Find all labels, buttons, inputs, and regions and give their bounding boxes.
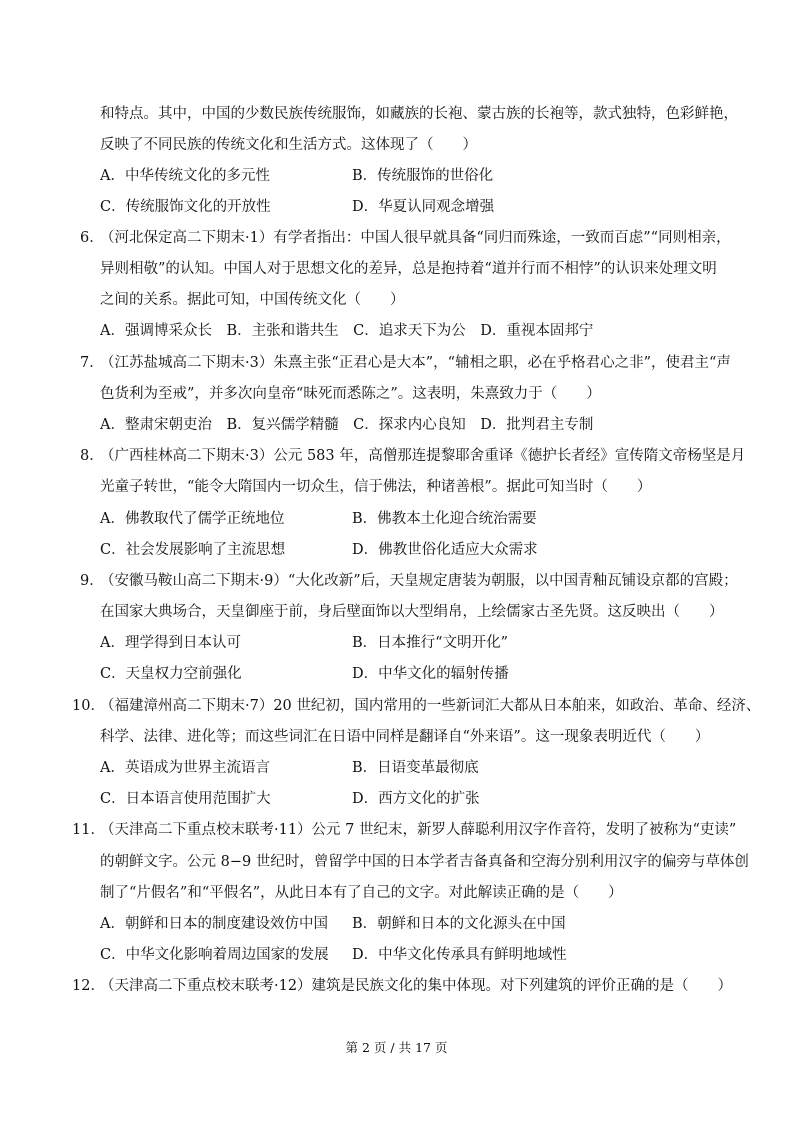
question-6-number: 6．: [80, 230, 104, 246]
question-10-option-a: A．英语成为世界主流语言: [100, 760, 270, 776]
question-9-option-b: B．日本推行“文明开化”: [352, 635, 508, 651]
question-8-number: 8．: [80, 448, 104, 464]
question-9-text-line-2: 在国家大典场合，天皇御座于前，身后壁面饰以大型绢帛，上绘儒家古圣先贤。这反映出（ ）: [100, 604, 724, 620]
question-10-option-c: C．日本语言使用范围扩大: [100, 791, 271, 807]
question-9-number: 9．: [80, 573, 104, 589]
question-12-text-line-1: [72, 976, 732, 996]
question-8-text-line-1: [80, 446, 745, 466]
question-10-stem-1: （福建漳州高二下期末·7）20 世纪初，国内常用的一些新词汇大都从日本舶来，如政治、革命、经济、: [100, 698, 761, 714]
question-8-option-c: C．社会发展影响了主流思想: [100, 542, 286, 558]
question-12-number: 12．: [72, 978, 105, 994]
question-5-option-c: C．传统服饰文化的开放性: [100, 199, 271, 215]
question-11-text-line-3: 制了“片假名”和“平假名”，从此日本有了自己的文字。对此解读正确的是（ ）: [100, 885, 623, 901]
question-10-option-b: B．日语变革最彻底: [352, 760, 479, 776]
question-12-stem-1: （天津高二下重点校末联考·12）建筑是民族文化的集中体现。对下列建筑的评价正确的是（ ）: [100, 978, 733, 994]
question-7-options: A．整肃宋朝吏治 B．复兴儒学精髓 C．探求内心良知 D．批判君主专制: [100, 417, 594, 433]
question-6-stem-1: （河北保定高二下期末·1）有学者指出：中国人很早就具备“同归而殊途，一致而百虑”“同则相亲，: [100, 230, 731, 246]
question-10-text-line-2: 科学、法律、进化等；而这些词汇在日语中同样是翻译自“外来语”。这一现象表明近代（ ）: [100, 729, 710, 745]
question-7-text-line-2: 色货利为至戒”，并多次向皇帝“昧死而悉陈之”。这表明，朱熹致力于（ ）: [100, 386, 601, 402]
question-9-option-a: A．理学得到日本认可: [100, 635, 241, 651]
question-5-text-line-2: 反映了不同民族的传统文化和生活方式。这体现了（ ）: [100, 137, 477, 153]
question-11-stem-1: （天津高二下重点校末联考·11）公元 7 世纪末，新罗人薛聪利用汉字作音符，发明了被称为“吏读”: [100, 822, 737, 838]
question-10-text-line-1: [72, 696, 760, 716]
question-6-text-line-2: 异则相敬”的认知。中国人对于思想文化的差异，总是抱持着“道并行而不相悖”的认识来处理文明: [100, 261, 717, 277]
question-9-option-c: C．天皇权力空前强化: [100, 666, 242, 682]
question-5-text-line-1: 和特点。其中，中国的少数民族传统服饰，如藏族的长袍、蒙古族的长袍等，款式独特，色彩鲜艳，: [100, 106, 738, 122]
question-10-number: 10．: [72, 698, 105, 714]
question-8-option-a: A．佛教取代了儒学正统地位: [100, 511, 285, 527]
question-7-number: 7．: [80, 355, 104, 371]
question-8-stem-1: （广西桂林高二下期末·3）公元 583 年，高僧那连提黎耶舍重译《德护长者经》宣传隋文帝杨坚是月: [100, 448, 746, 464]
page-footer: 第 2 页 / 共 17 页: [345, 1040, 448, 1055]
question-6-text-line-1: [80, 228, 731, 248]
question-11-option-a: A．朝鲜和日本的制度建设效仿中国: [100, 916, 328, 932]
question-11-number: 11．: [72, 822, 105, 838]
question-11-option-b: B．朝鲜和日本的文化源头在中国: [352, 916, 566, 932]
question-9-text-line-1: [80, 571, 738, 591]
question-5-option-d: D．华夏认同观念增强: [352, 199, 495, 215]
question-5-option-b: B．传统服饰的世俗化: [352, 168, 494, 184]
question-11-option-d: D．中华文化传承具有鲜明地域性: [352, 947, 567, 963]
question-9-option-d: D．中华文化的辐射传播: [352, 666, 509, 682]
question-8-option-b: B．佛教本土化迎合统治需要: [352, 511, 537, 527]
question-8-option-d: D．佛教世俗化适应大众需求: [352, 542, 538, 558]
question-7-text-line-1: [80, 353, 731, 373]
question-10-option-d: D．西方文化的扩张: [352, 791, 480, 807]
question-11-text-line-1: [72, 820, 736, 840]
question-11-text-line-2: 的朝鲜文字。公元 8−9 世纪时，曾留学中国的日本学者吉备真备和空海分别利用汉字的偏旁与草体创: [100, 854, 749, 870]
question-11-option-c: C．中华文化影响着周边国家的发展: [100, 947, 329, 963]
question-5-option-a: A．中华传统文化的多元性: [100, 168, 270, 184]
question-7-stem-1: （江苏盐城高二下期末·3）朱熹主张“正君心是大本”，“辅相之职，必在乎格君心之非”，使君主“声: [100, 355, 731, 371]
question-8-text-line-2: 光童子转世，“能令大隋国内一切众生，信于佛法，种诸善根”。据此可知当时（ ）: [100, 479, 652, 495]
question-6-text-line-3: 之间的关系。据此可知，中国传统文化（ ）: [100, 292, 405, 308]
question-9-stem-1: （安徽马鞍山高二下期末·9）“大化改新”后，天皇规定唐装为朝服，以中国青釉瓦铺设京都的宫殿；: [100, 573, 738, 589]
question-6-options: A．强调博采众长 B．主张和谐共生 C．追求天下为公 D．重视本固邦宁: [100, 323, 594, 339]
